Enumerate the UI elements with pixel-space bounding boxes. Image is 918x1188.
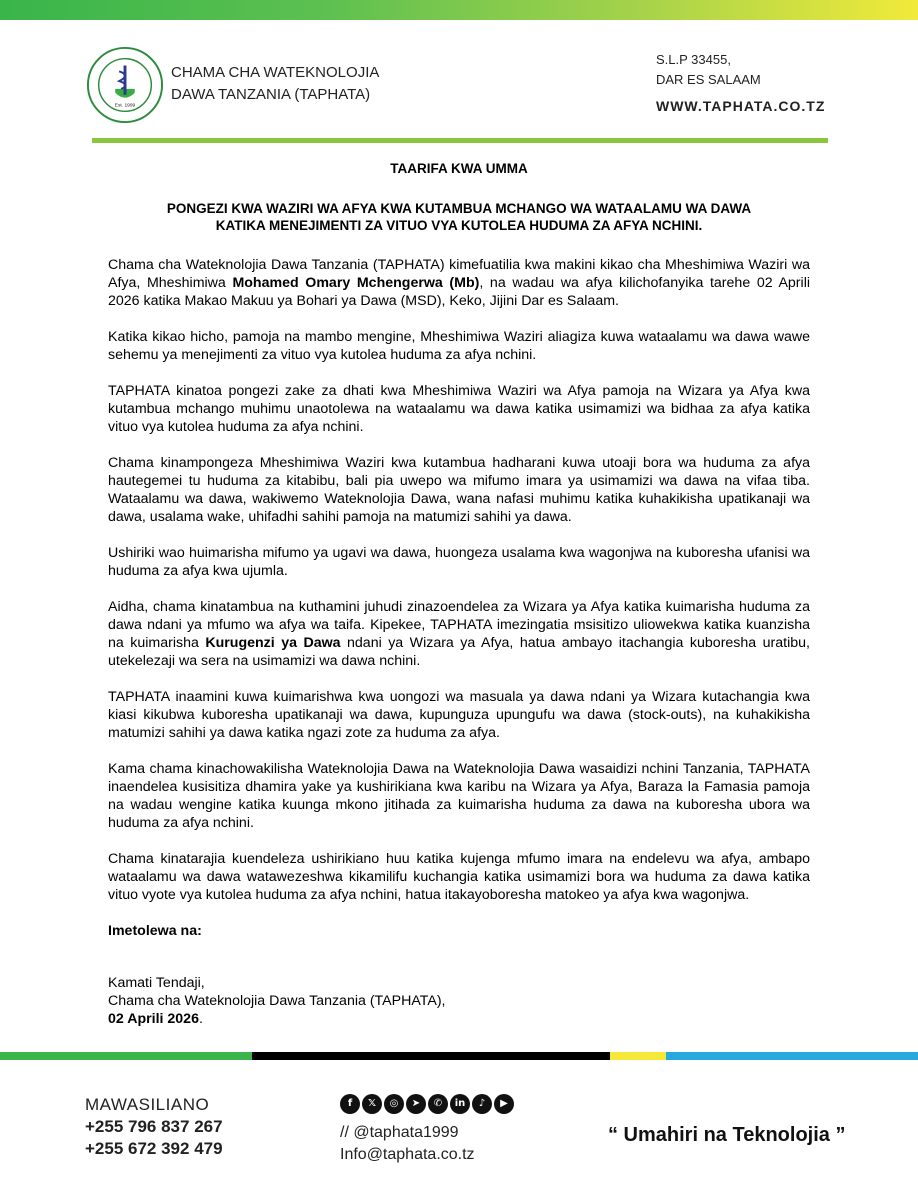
whatsapp-icon[interactable]: ✆ bbox=[428, 1094, 448, 1114]
p6-text-end: ndani ya Wizara ya Afya, hatua ambayo itachangia kuboresha uratibu, utekelezaji wa sera na usimamizi wa dawa nchini. bbox=[108, 635, 810, 669]
signature-organization: Chama cha Wateknolojia Dawa Tanzania (TAPHATA), bbox=[108, 993, 446, 1009]
directorate-name: Kurugenzi ya Dawa bbox=[205, 635, 341, 651]
p1-text: Chama cha Wateknolojia Dawa Tanzania (TAPHATA) kimefuatilia kwa makini kikao cha Mheshimiwa Waziri wa Afya, Mheshimiwa bbox=[108, 257, 810, 291]
svg-text:Est. 1999: Est. 1999 bbox=[114, 103, 136, 109]
paragraph-1 bbox=[108, 256, 810, 310]
paragraph-4: Chama kinampongeza Mheshimiwa Waziri kwa kutambua hadharani kuwa utoaji bora wa huduma za afya hautegemei tu huduma za kitabibu, bali pia uwepo wa mifumo imara ya usimamizi wa dawa na vifaa tiba. Wataalamu wa dawa, wakiwemo Wateknolojia Dawa, wana nafasi muhimu katika kuhakikisha upatikanaji wa dawa, usalama wake, uhifadhi sahihi pamoja na matumizi sahihi ya dawa. bbox=[108, 455, 810, 525]
signature-committee: Kamati Tendaji, bbox=[108, 975, 205, 991]
title-line2: KATIKA MENEJIMENTI ZA VITUO VYA KUTOLEA HUDUMA ZA AFYA NCHINI. bbox=[215, 218, 703, 233]
phone-1[interactable]: +255 796 837 267 bbox=[85, 1117, 223, 1136]
organization-name bbox=[171, 62, 379, 106]
x-icon[interactable]: 𝕏 bbox=[362, 1094, 382, 1114]
city: DAR ES SALAAM bbox=[656, 72, 761, 87]
social-handle[interactable]: // @taphata1999 bbox=[340, 1124, 459, 1141]
slogan: “ Umahiri na Teknolojia ” bbox=[608, 1124, 846, 1146]
date-period: . bbox=[198, 1011, 203, 1027]
facebook-icon[interactable]: f bbox=[340, 1094, 360, 1114]
linkedin-icon[interactable]: in bbox=[450, 1094, 470, 1114]
telegram-icon[interactable]: ➤ bbox=[406, 1094, 426, 1114]
social-contact bbox=[340, 1122, 475, 1166]
email-link[interactable]: Info@taphata.co.tz bbox=[340, 1146, 475, 1163]
youtube-icon[interactable]: ▶ bbox=[494, 1094, 514, 1114]
p6-text: Aidha, chama kinatambua na kuthamini juhudi zinazoendelea za Wizara ya Afya katika kuimarisha huduma za dawa ndani ya mfumo wa afya wa taifa. Kipekee, TAPHATA imezingatia msisitizo uliowekwa katika kuanzisha na kuimarisha bbox=[108, 599, 810, 651]
band-yellow bbox=[610, 1052, 666, 1060]
p1-text-end: , na wadau wa afya kilichofanyika tarehe 02 Aprili 2026 katika Makao Makuu ya Bohari ya Dawa (MSD), Keko, Jijini Dar es Salaam. bbox=[108, 275, 810, 309]
minister-name: Mohamed Omary Mchengerwa (Mb) bbox=[232, 275, 480, 291]
social-icons bbox=[340, 1094, 514, 1114]
band-blue bbox=[666, 1052, 918, 1060]
document-body bbox=[108, 160, 810, 1028]
postal-contact bbox=[656, 50, 825, 116]
org-name-line1: CHAMA CHA WATEKNOLOJIA bbox=[171, 64, 380, 81]
issued-by-label: Imetolewa na: bbox=[108, 923, 202, 939]
title-line1: PONGEZI KWA WAZIRI WA AFYA KWA KUTAMBUA MCHANGO WA WATAALAMU WA DAWA bbox=[166, 201, 752, 216]
document-heading: TAARIFA KWA UMMA bbox=[390, 161, 528, 176]
paragraph-9: Chama kinatarajia kuendeleza ushirikiano huu katika kujenga mfumo imara na endelevu wa afya, ambapo wataalamu wa dawa watawezeshwa kikamilifu kuchangia katika usimamizi bora wa huduma za dawa katika vituo vyote vya kutolea huduma za afya nchini, hatua itakayoboresha matokeo ya afya kwa wagonjwa. bbox=[108, 851, 810, 903]
po-box: S.L.P 33455, bbox=[656, 52, 731, 67]
document-title bbox=[108, 200, 810, 234]
signature-block bbox=[108, 974, 810, 1028]
paragraph-3: TAPHATA kinatoa pongezi zake za dhati kwa Mheshimiwa Waziri wa Afya pamoja na Wizara ya Afya kwa kutambua mchango muhimu unaotolewa na wataalamu wa dawa katika usimamizi wa bidhaa za afya katika vituo vya kutolea huduma za afya nchini. bbox=[108, 383, 810, 435]
contacts-title: MAWASILIANO bbox=[85, 1095, 210, 1114]
header-divider bbox=[92, 138, 828, 143]
website-link[interactable]: WWW.TAPHATA.CO.TZ bbox=[656, 98, 826, 114]
paragraph-6 bbox=[108, 598, 810, 670]
paragraph-5: Ushiriki wao huimarisha mifumo ya ugavi wa dawa, huongeza usalama kwa wagonjwa na kuboresha ufanisi wa huduma za afya kwa ujumla. bbox=[108, 545, 810, 579]
paragraph-2: Katika kikao hicho, pamoja na mambo mengine, Mheshimiwa Waziri aliagiza kuwa wataalamu wa dawa wawe sehemu ya menejimenti za vituo vya kutolea huduma za afya nchini. bbox=[108, 329, 810, 363]
band-green bbox=[0, 1052, 252, 1060]
phone-2[interactable]: +255 672 392 479 bbox=[85, 1139, 223, 1158]
signature-date-line bbox=[108, 1010, 810, 1028]
footer-color-band bbox=[0, 1052, 918, 1060]
band-black bbox=[252, 1052, 610, 1060]
paragraph-7: TAPHATA inaamini kuwa kuimarishwa kwa uongozi wa masuala ya dawa ndani ya Wizara kutachangia kwa kiasi kikubwa kuboresha upatikanaji wa dawa, kupunguza upungufu wa dawa (stock-outs), na kuhakikisha matumizi sahihi ya dawa katika ngazi zote za huduma za afya. bbox=[108, 689, 810, 741]
contact-section bbox=[85, 1094, 223, 1160]
instagram-icon[interactable]: ◎ bbox=[384, 1094, 404, 1114]
paragraph-8: Kama chama kinachowakilisha Wateknolojia Dawa na Wateknolojia Dawa wasaidizi nchini Tanzania, TAPHATA inaendelea kusisitiza dhamira yake ya kushirikiana kwa karibu na Wizara ya Afya, Baraza la Famasia pamoja na wadau wengine katika kuunga mkono jitihada za kuimarisha huduma za dawa na kuboresha ubora wa huduma za afya nchini. bbox=[108, 761, 810, 831]
top-color-band bbox=[0, 0, 918, 20]
taphata-logo bbox=[86, 46, 164, 124]
org-name-line2: DAWA TANZANIA (TAPHATA) bbox=[171, 86, 371, 103]
tiktok-icon[interactable]: ♪ bbox=[472, 1094, 492, 1114]
signature-date: 02 Aprili 2026 bbox=[108, 1011, 199, 1027]
